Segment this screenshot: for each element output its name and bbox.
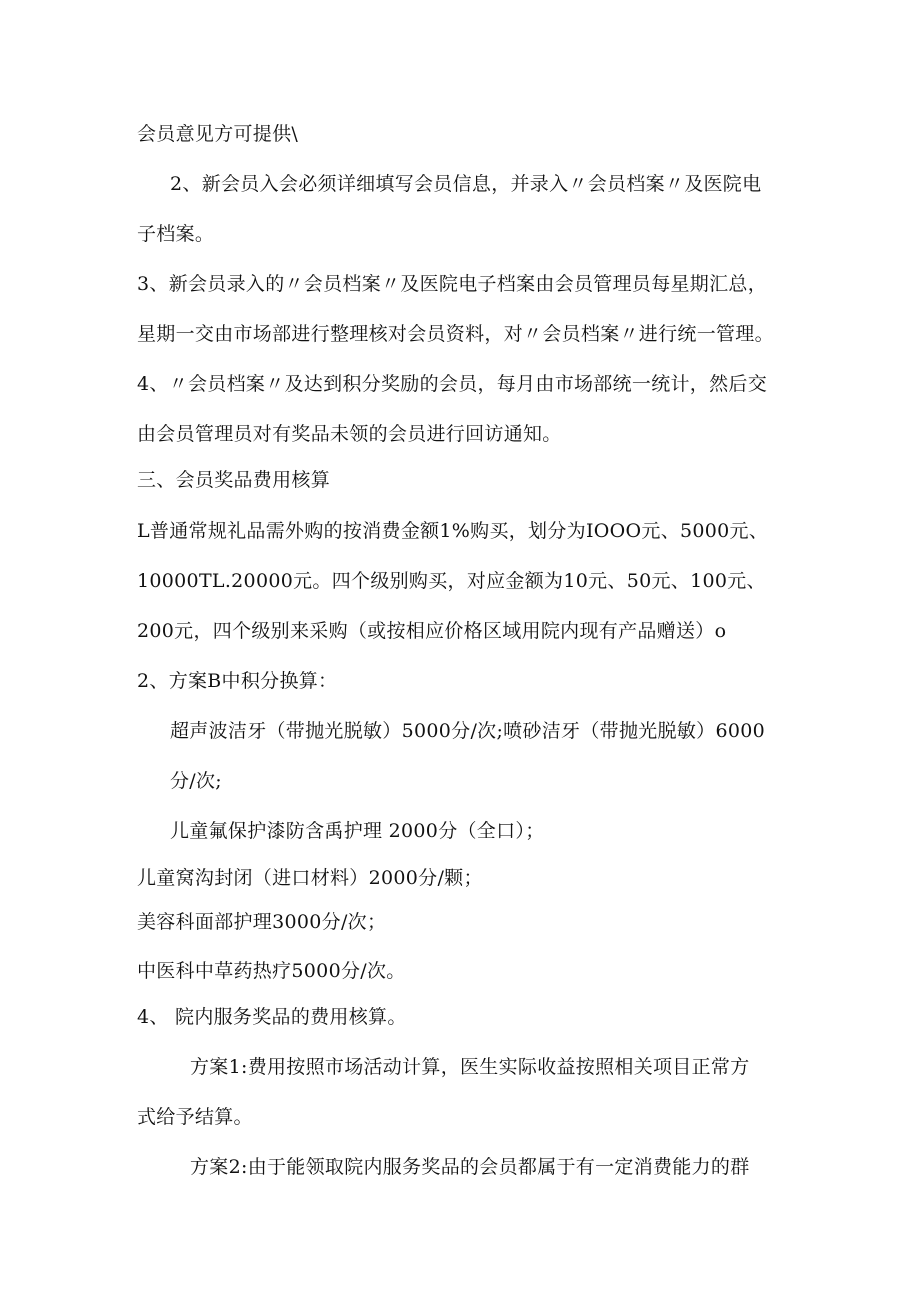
text-line: 方案2:由于能领取院内服务奖品的会员都属于有一定消费能力的群 — [190, 1156, 750, 1178]
text-line: 10000TL.20000元。四个级别购买，对应金额为10元、50元、100元、 — [137, 570, 766, 592]
text-line: 方案1:费用按照市场活动计算，医生实际收益按照相关项目正常方 — [190, 1056, 750, 1078]
text-line: 超声波洁牙（带抛光脱敏）5000分/次;喷砂洁牙（带抛光脱敏）6000 — [170, 720, 766, 742]
text-line: 中医科中草药热疗5000分/次。 — [137, 960, 406, 982]
text-line: 2、方案B中积分换算： — [137, 670, 338, 692]
text-line: 3、新会员录入的〃会员档案〃及医院电子档案由会员管理员每星期汇总， — [137, 273, 767, 295]
section-heading: 三、会员奖品费用核算 — [137, 469, 331, 491]
text-line: 美容科面部护理3000分/次； — [137, 911, 387, 933]
text-line: 星期一交由市场部进行整理核对会员资料，对〃会员档案〃进行统一管理。 — [137, 323, 774, 345]
text-line: 儿童氟保护漆防含禹护理 2000分（全口）； — [170, 820, 545, 842]
text-line: 分/次; — [170, 770, 223, 792]
text-line: 2、新会员入会必须详细填写会员信息，并录入〃会员档案〃及医院电 — [170, 173, 762, 195]
text-line: 由会员管理员对有奖品未领的会员进行回访通知。 — [137, 423, 562, 445]
text-line: L普通常规礼品需外购的按消费金额1%购买，划分为IOOO元、5000元、 — [137, 520, 769, 542]
text-line: 式给予结算。 — [137, 1106, 253, 1128]
text-line: 200元，四个级别来采购（或按相应价格区域用院内现有产品赠送）o — [137, 620, 727, 642]
text-line: 会员意见方可提供\ — [137, 123, 299, 145]
text-line: 儿童窝沟封闭（进口材料）2000分/颗； — [137, 867, 483, 889]
text-line: 4、 院内服务奖品的费用核算。 — [137, 1006, 407, 1028]
text-line: 子档案。 — [137, 223, 215, 245]
text-line: 4、〃会员档案〃及达到积分奖励的会员，每月由市场部统一统计，然后交 — [137, 373, 767, 395]
